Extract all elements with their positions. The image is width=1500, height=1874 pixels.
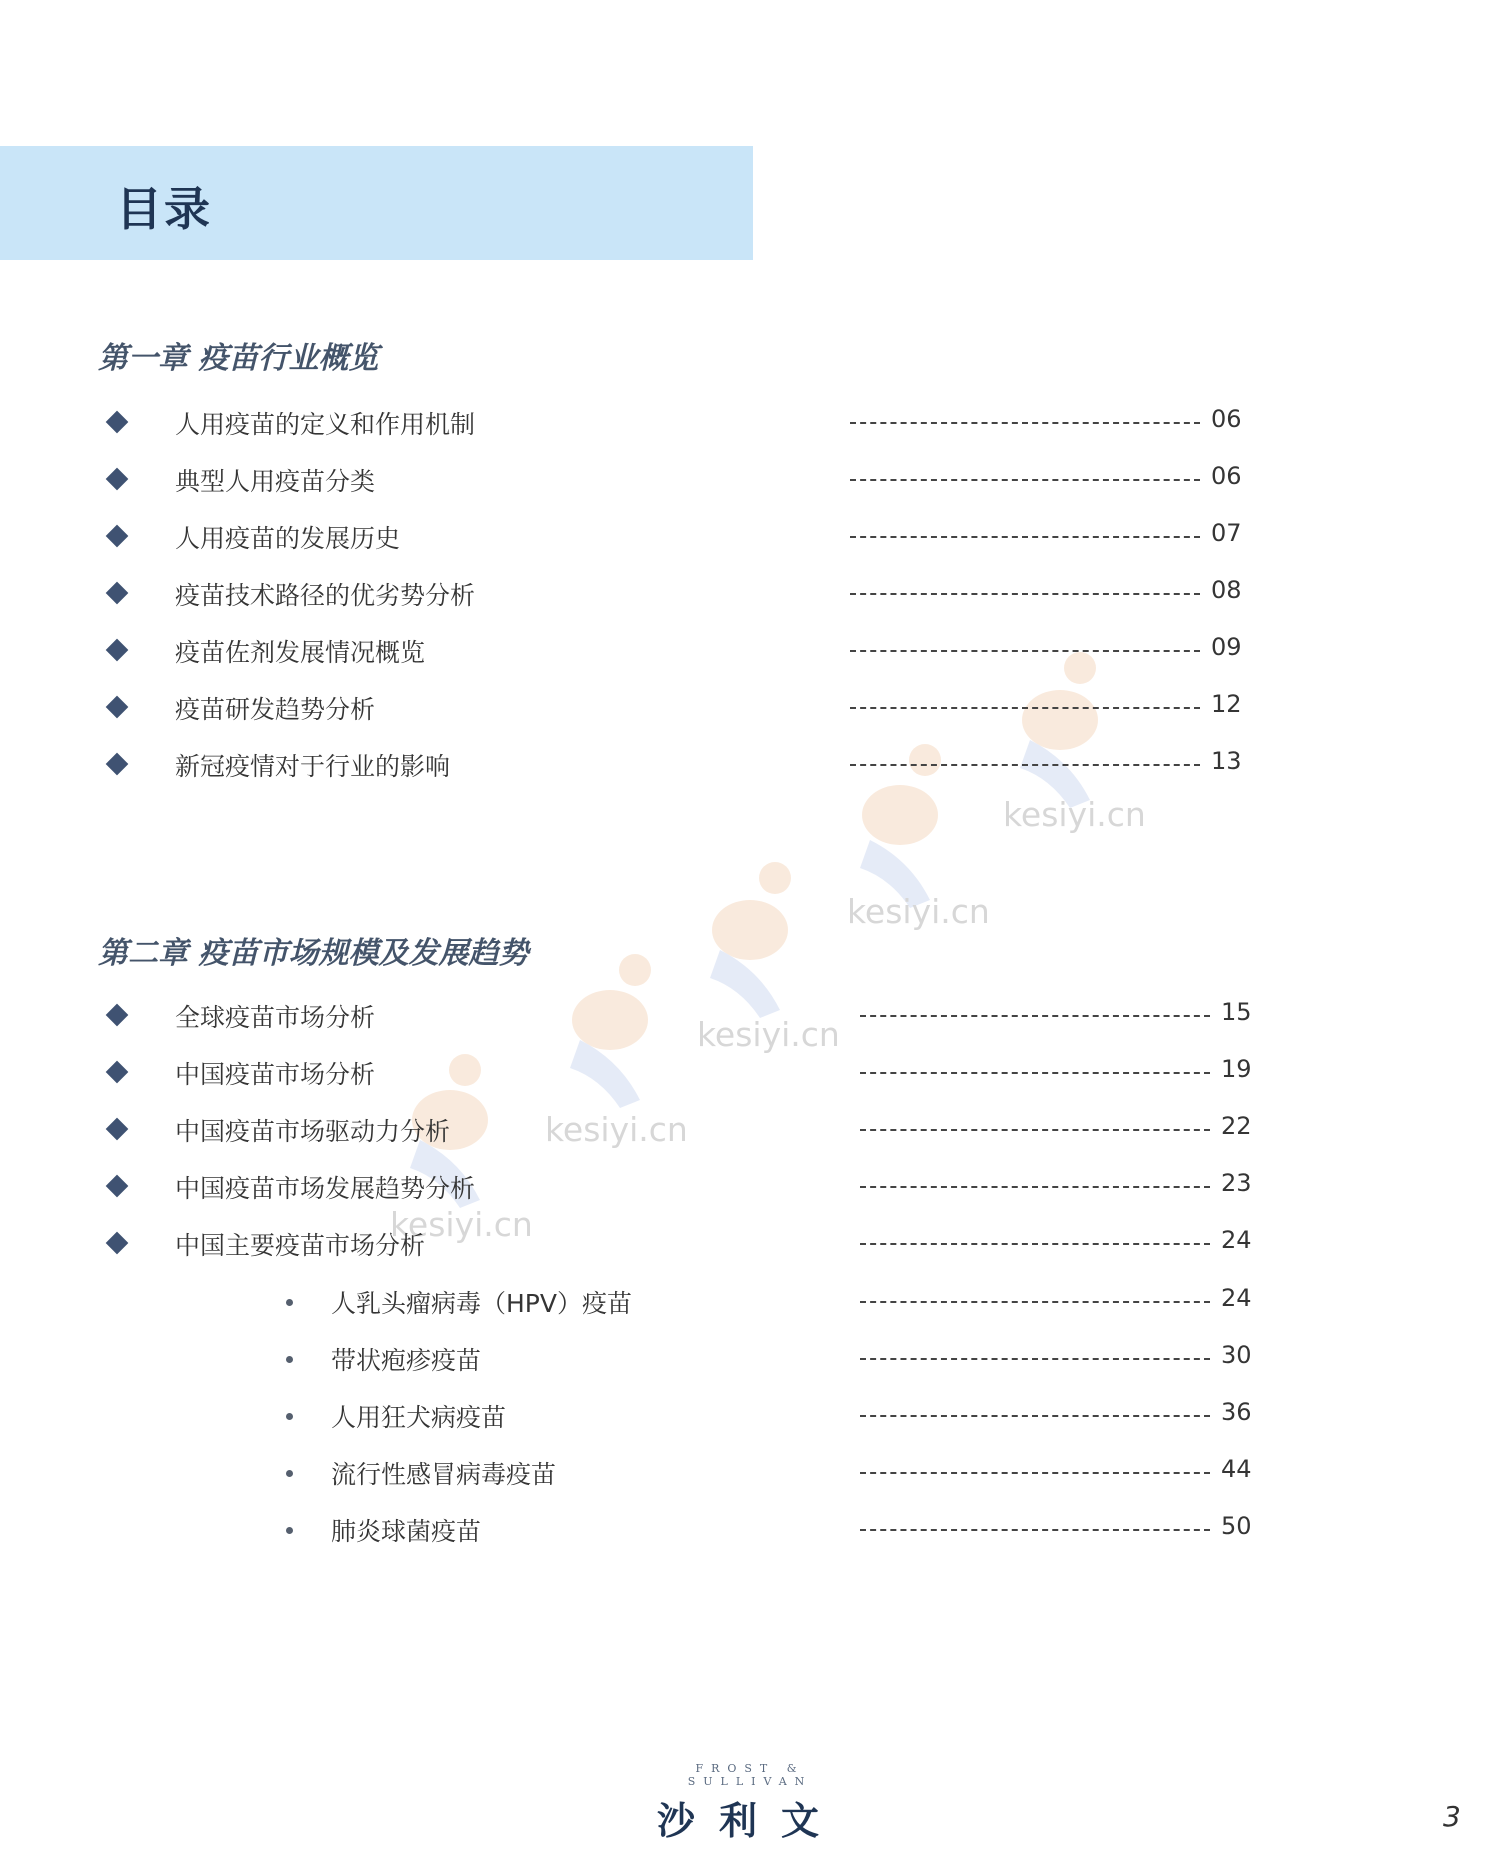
- toc-page-number: 13: [1211, 747, 1242, 775]
- dot-bullet-icon: [286, 1356, 293, 1363]
- toc-subentry[interactable]: [0, 1398, 1500, 1438]
- toc-subentry[interactable]: [0, 1284, 1500, 1324]
- toc-entry[interactable]: [0, 633, 1500, 673]
- toc-page-number: 24: [1221, 1284, 1252, 1312]
- dotted-leader: [860, 1072, 1210, 1074]
- toc-entry[interactable]: [0, 747, 1500, 787]
- dotted-leader: [860, 1015, 1210, 1017]
- logo-english-text: FROST & SULLIVAN: [687, 1762, 813, 1788]
- toc-page-number: 06: [1211, 405, 1242, 433]
- toc-entry[interactable]: [0, 1226, 1500, 1266]
- page-number: 3: [1443, 1800, 1461, 1833]
- chapter-heading: 第一章 疫苗行业概览: [98, 341, 379, 376]
- watermark-text: kesiyi.cn: [545, 1110, 688, 1149]
- toc-entry-label: 中国疫苗市场分析: [175, 1060, 376, 1089]
- toc-page-number: 22: [1221, 1112, 1252, 1140]
- diamond-bullet-icon: [106, 411, 129, 434]
- toc-entry-label: 全球疫苗市场分析: [175, 1003, 376, 1032]
- diamond-bullet-icon: [106, 582, 129, 605]
- toc-entry-label: 人用疫苗的定义和作用机制: [175, 410, 476, 439]
- toc-page-number: 30: [1221, 1341, 1252, 1369]
- toc-page-number: 08: [1211, 576, 1242, 604]
- toc-subentry-label: 人用狂犬病疫苗: [331, 1403, 507, 1432]
- toc-page-number: 07: [1211, 519, 1242, 547]
- diamond-bullet-icon: [106, 1004, 129, 1027]
- toc-page-number: 44: [1221, 1455, 1252, 1483]
- toc-subentry[interactable]: [0, 1341, 1500, 1381]
- toc-entry-label: 疫苗技术路径的优劣势分析: [175, 581, 476, 610]
- toc-subentry-label: 流行性感冒病毒疫苗: [331, 1460, 557, 1489]
- toc-page-number: 23: [1221, 1169, 1252, 1197]
- dotted-leader: [860, 1186, 1210, 1188]
- diamond-bullet-icon: [106, 1118, 129, 1141]
- toc-entry-label: 疫苗研发趋势分析: [175, 695, 376, 724]
- dotted-leader: [860, 1472, 1210, 1474]
- dot-bullet-icon: [286, 1299, 293, 1306]
- diamond-bullet-icon: [106, 525, 129, 548]
- toc-page-number: 06: [1211, 462, 1242, 490]
- toc-page-number: 19: [1221, 1055, 1252, 1083]
- title-band: [0, 146, 753, 260]
- toc-subentry-label: 肺炎球菌疫苗: [331, 1517, 482, 1546]
- dotted-leader: [860, 1129, 1210, 1131]
- toc-subentry[interactable]: [0, 1455, 1500, 1495]
- diamond-bullet-icon: [106, 1061, 129, 1084]
- dotted-leader: [850, 764, 1200, 766]
- toc-entry-label: 人用疫苗的发展历史: [175, 524, 401, 553]
- watermark-text: kesiyi.cn: [1003, 795, 1146, 834]
- watermark-text: kesiyi.cn: [390, 1205, 533, 1244]
- toc-entry[interactable]: [0, 1169, 1500, 1209]
- toc-entry[interactable]: [0, 1055, 1500, 1095]
- dotted-leader: [860, 1529, 1210, 1531]
- dotted-leader: [860, 1301, 1210, 1303]
- toc-page-number: 15: [1221, 998, 1252, 1026]
- toc-entry-label: 中国主要疫苗市场分析: [175, 1231, 426, 1260]
- dotted-leader: [850, 422, 1200, 424]
- toc-entry[interactable]: [0, 576, 1500, 616]
- toc-entry-label: 中国疫苗市场发展趋势分析: [175, 1174, 476, 1203]
- toc-entry[interactable]: [0, 462, 1500, 502]
- dotted-leader: [860, 1415, 1210, 1417]
- dot-bullet-icon: [286, 1470, 293, 1477]
- toc-page-number: 50: [1221, 1512, 1252, 1540]
- toc-subentry-label: 带状疱疹疫苗: [331, 1346, 482, 1375]
- diamond-bullet-icon: [106, 753, 129, 776]
- dot-bullet-icon: [286, 1527, 293, 1534]
- diamond-bullet-icon: [106, 639, 129, 662]
- toc-page-number: 12: [1211, 690, 1242, 718]
- diamond-bullet-icon: [106, 1232, 129, 1255]
- toc-entry[interactable]: [0, 1112, 1500, 1152]
- diamond-bullet-icon: [106, 1175, 129, 1198]
- toc-entry-label: 典型人用疫苗分类: [175, 467, 376, 496]
- toc-entry-label: 疫苗佐剂发展情况概览: [175, 638, 426, 667]
- dot-bullet-icon: [286, 1413, 293, 1420]
- dotted-leader: [860, 1243, 1210, 1245]
- toc-entry[interactable]: [0, 405, 1500, 445]
- page-title: 目录: [116, 182, 212, 236]
- toc-page-number: 36: [1221, 1398, 1252, 1426]
- toc-entry[interactable]: [0, 519, 1500, 559]
- dotted-leader: [850, 707, 1200, 709]
- diamond-bullet-icon: [106, 696, 129, 719]
- logo-chinese-text: 沙利文: [656, 1799, 843, 1843]
- dotted-leader: [850, 650, 1200, 652]
- dotted-leader: [850, 593, 1200, 595]
- toc-entry[interactable]: [0, 998, 1500, 1038]
- chapter-heading: 第二章 疫苗市场规模及发展趋势: [98, 936, 529, 971]
- dotted-leader: [850, 536, 1200, 538]
- toc-entry-label: 新冠疫情对于行业的影响: [175, 752, 451, 781]
- watermark-text: kesiyi.cn: [847, 892, 990, 931]
- toc-subentry-label: 人乳头瘤病毒（HPV）疫苗: [331, 1289, 632, 1318]
- frost-sullivan-logo: [640, 1762, 860, 1843]
- dotted-leader: [860, 1358, 1210, 1360]
- toc-subentry[interactable]: [0, 1512, 1500, 1552]
- watermark-text: kesiyi.cn: [697, 1015, 840, 1054]
- toc-entry-label: 中国疫苗市场驱动力分析: [175, 1117, 451, 1146]
- toc-page-number: 24: [1221, 1226, 1252, 1254]
- toc-entry[interactable]: [0, 690, 1500, 730]
- toc-page-number: 09: [1211, 633, 1242, 661]
- diamond-bullet-icon: [106, 468, 129, 491]
- dotted-leader: [850, 479, 1200, 481]
